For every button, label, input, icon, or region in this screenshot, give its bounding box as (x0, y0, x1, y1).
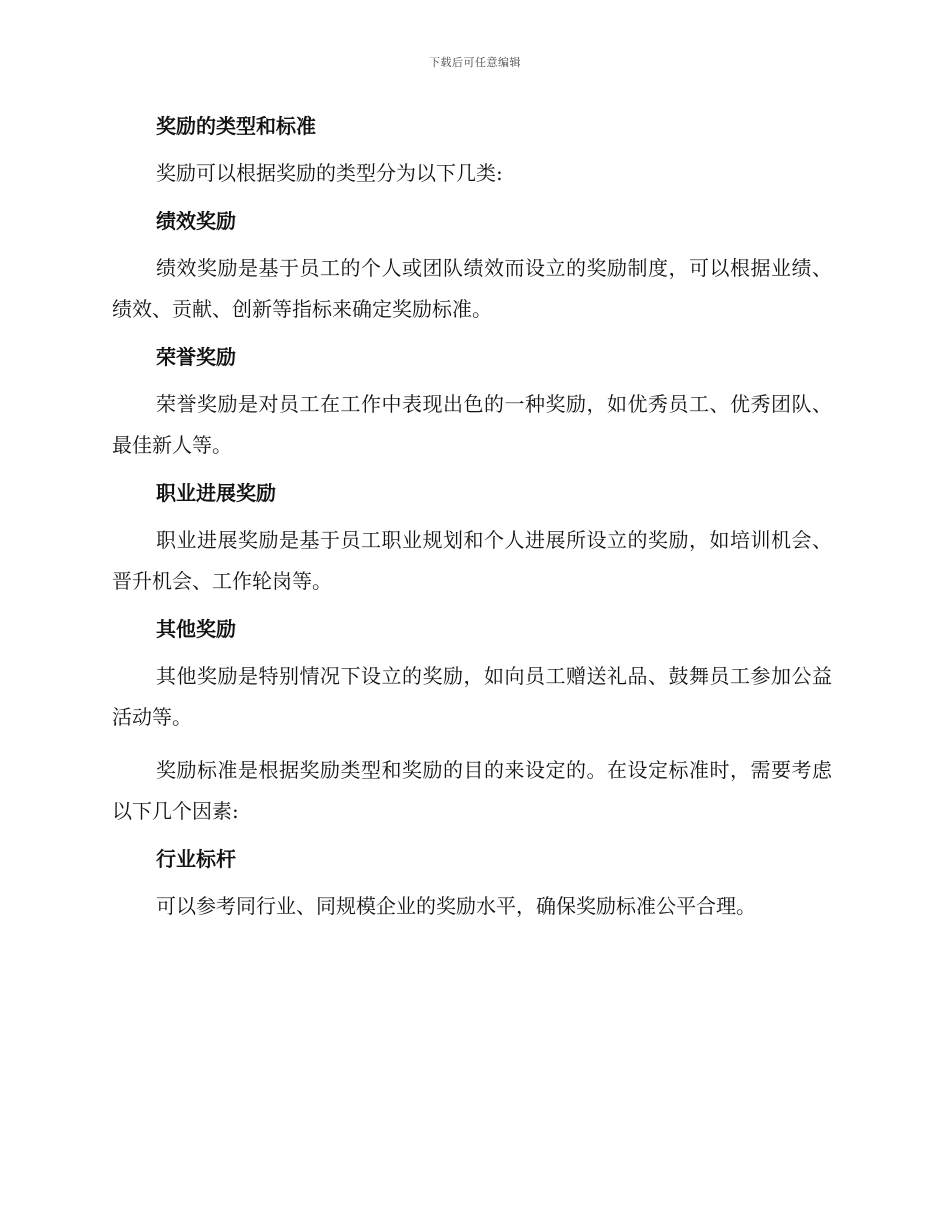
paragraph: 绩效奖励是基于员工的个人或团队绩效而设立的奖励制度，可以根据业绩、绩效、贡献、创新等指标来确定奖励标准。 (112, 256, 832, 321)
section-heading: 职业进展奖励 (156, 481, 276, 505)
paragraph: 荣誉奖励是对员工在工作中表现出色的一种奖励，如优秀员工、优秀团队、最佳新人等。 (112, 392, 832, 457)
paragraph: 其他奖励是特别情况下设立的奖励，如向员工赠送礼品、鼓舞员工参加公益活动等。 (112, 664, 832, 729)
document-body (112, 111, 832, 927)
section-heading: 奖励的类型和标准 (156, 114, 316, 138)
paragraph: 职业进展奖励是基于员工职业规划和个人进展所设立的奖励，如培训机会、晋升机会、工作轮岗等。 (112, 528, 832, 593)
section-heading: 荣誉奖励 (156, 345, 236, 369)
page-header: 下载后可任意编辑 (429, 56, 521, 69)
section-heading: 行业标杆 (156, 847, 236, 871)
section-heading: 绩效奖励 (156, 209, 236, 233)
section-heading: 其他奖励 (156, 617, 236, 641)
paragraph: 可以参考同行业、同规模企业的奖励水平，确保奖励标准公平合理。 (156, 894, 756, 918)
paragraph: 奖励可以根据奖励的类型分为以下几类: (156, 161, 503, 185)
paragraph: 奖励标准是根据奖励类型和奖励的目的来设定的。在设定标准时，需要考虑以下几个因素: (112, 758, 832, 823)
